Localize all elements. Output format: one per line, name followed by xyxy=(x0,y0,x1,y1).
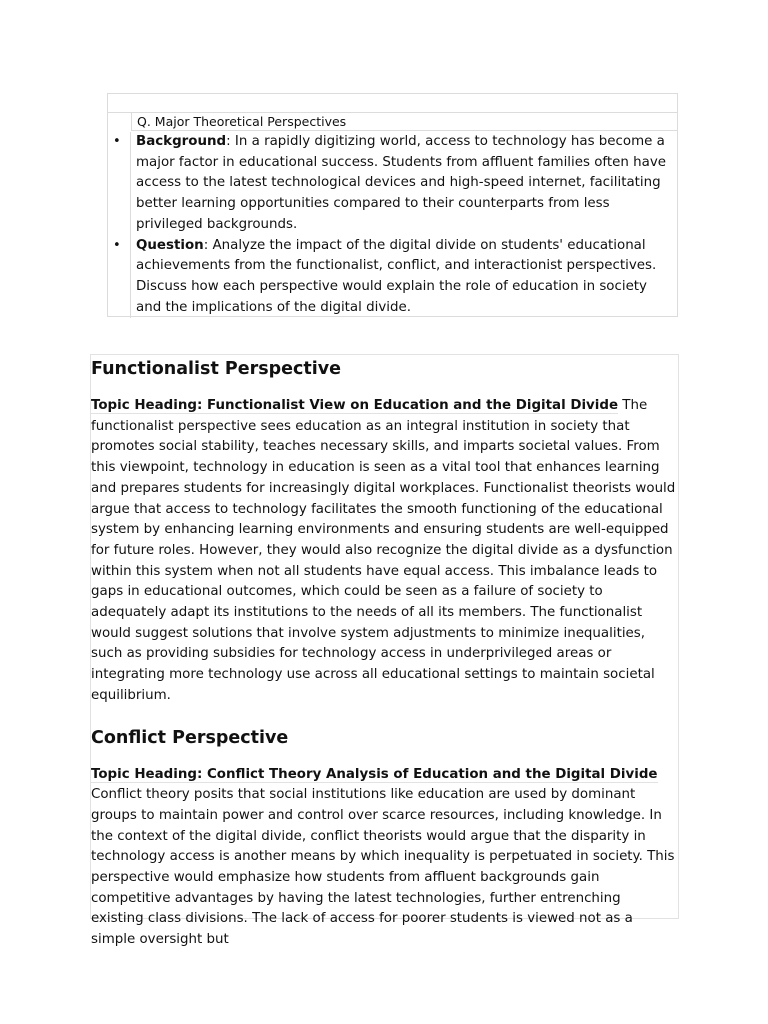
bullet-icon: • xyxy=(113,237,121,253)
topic-heading-conflict: Topic Heading: Conflict Theory Analysis of Education and the Digital Divide xyxy=(91,766,658,782)
list-item-question xyxy=(108,236,677,319)
background-text: : In a rapidly digitizing world, access to technology has become a major factor in educational success. Students from affluent families often have access to the latest technological devices and high-speed internet, facilitating better learning opportunities compared to their counterparts from less privileged backgrounds. xyxy=(136,134,666,232)
question-heading: Q. Major Theoretical Perspectives xyxy=(131,112,677,131)
answer-content xyxy=(90,354,679,948)
question-text: : Analyze the impact of the digital divide on students' educational achievements from the functionalist, conflict, and interactionist perspectives. Discuss how each perspective would explain the role of education in society and the implications of the digital divide. xyxy=(136,237,657,315)
question-box-top-row xyxy=(108,94,677,113)
question-box xyxy=(107,93,678,317)
list-item-content xyxy=(130,236,673,319)
section-title-functionalist: Functionalist Perspective xyxy=(91,359,342,379)
bullet-icon: • xyxy=(113,134,121,149)
background-label: Background xyxy=(136,134,227,149)
question-label: Question xyxy=(136,237,204,253)
section-title-conflict: Conflict Perspective xyxy=(91,727,289,748)
question-list xyxy=(108,132,677,318)
topic-heading-functionalist: Topic Heading: Functionalist View on Education and the Digital Divide xyxy=(91,398,619,413)
list-item-background xyxy=(108,132,677,236)
section-body-functionalist xyxy=(91,396,676,707)
section-body-conflict xyxy=(91,765,676,951)
conflict-text: Conflict theory posits that social institutions like education are used by dominant groups to maintain power and control over scarce resources, including knowledge. In the context of the digital divide, conflict theorists would argue that the disparity in technology access is another means by which inequality is perpetuated in society. This perspective would emphasize how students from affluent backgrounds gain competitive advantages by having the latest technologies, further entrenching existing class divisions. The lack of access for poorer students is viewed not as a simple oversight but xyxy=(91,787,675,948)
functionalist-text: The functionalist perspective sees education as an integral institution in society that promotes social stability, teaches necessary skills, and imparts societal values. From this viewpoint, technology in education is seen as a vital tool that enhances learning and prepares students for increasingly digital workplaces. Functionalist theorists would argue that access to technology facilitates the smooth functioning of the educational system by enhancing learning environments and ensuring students are well-equipped for future roles. However, they would also recognize the digital divide as a dysfunction within this system when not all students have equal access. This imbalance leads to gaps in educational outcomes, which could be seen as a failure of society to adequately adapt its institutions to the needs of all its members. The functionalist would suggest solutions that involve system adjustments to minimize inequalities, such as providing subsidies for technology access in underprivileged areas or integrating more technology use across all educational settings to maintain societal equilibrium. xyxy=(91,398,676,703)
list-item-content xyxy=(130,132,673,236)
